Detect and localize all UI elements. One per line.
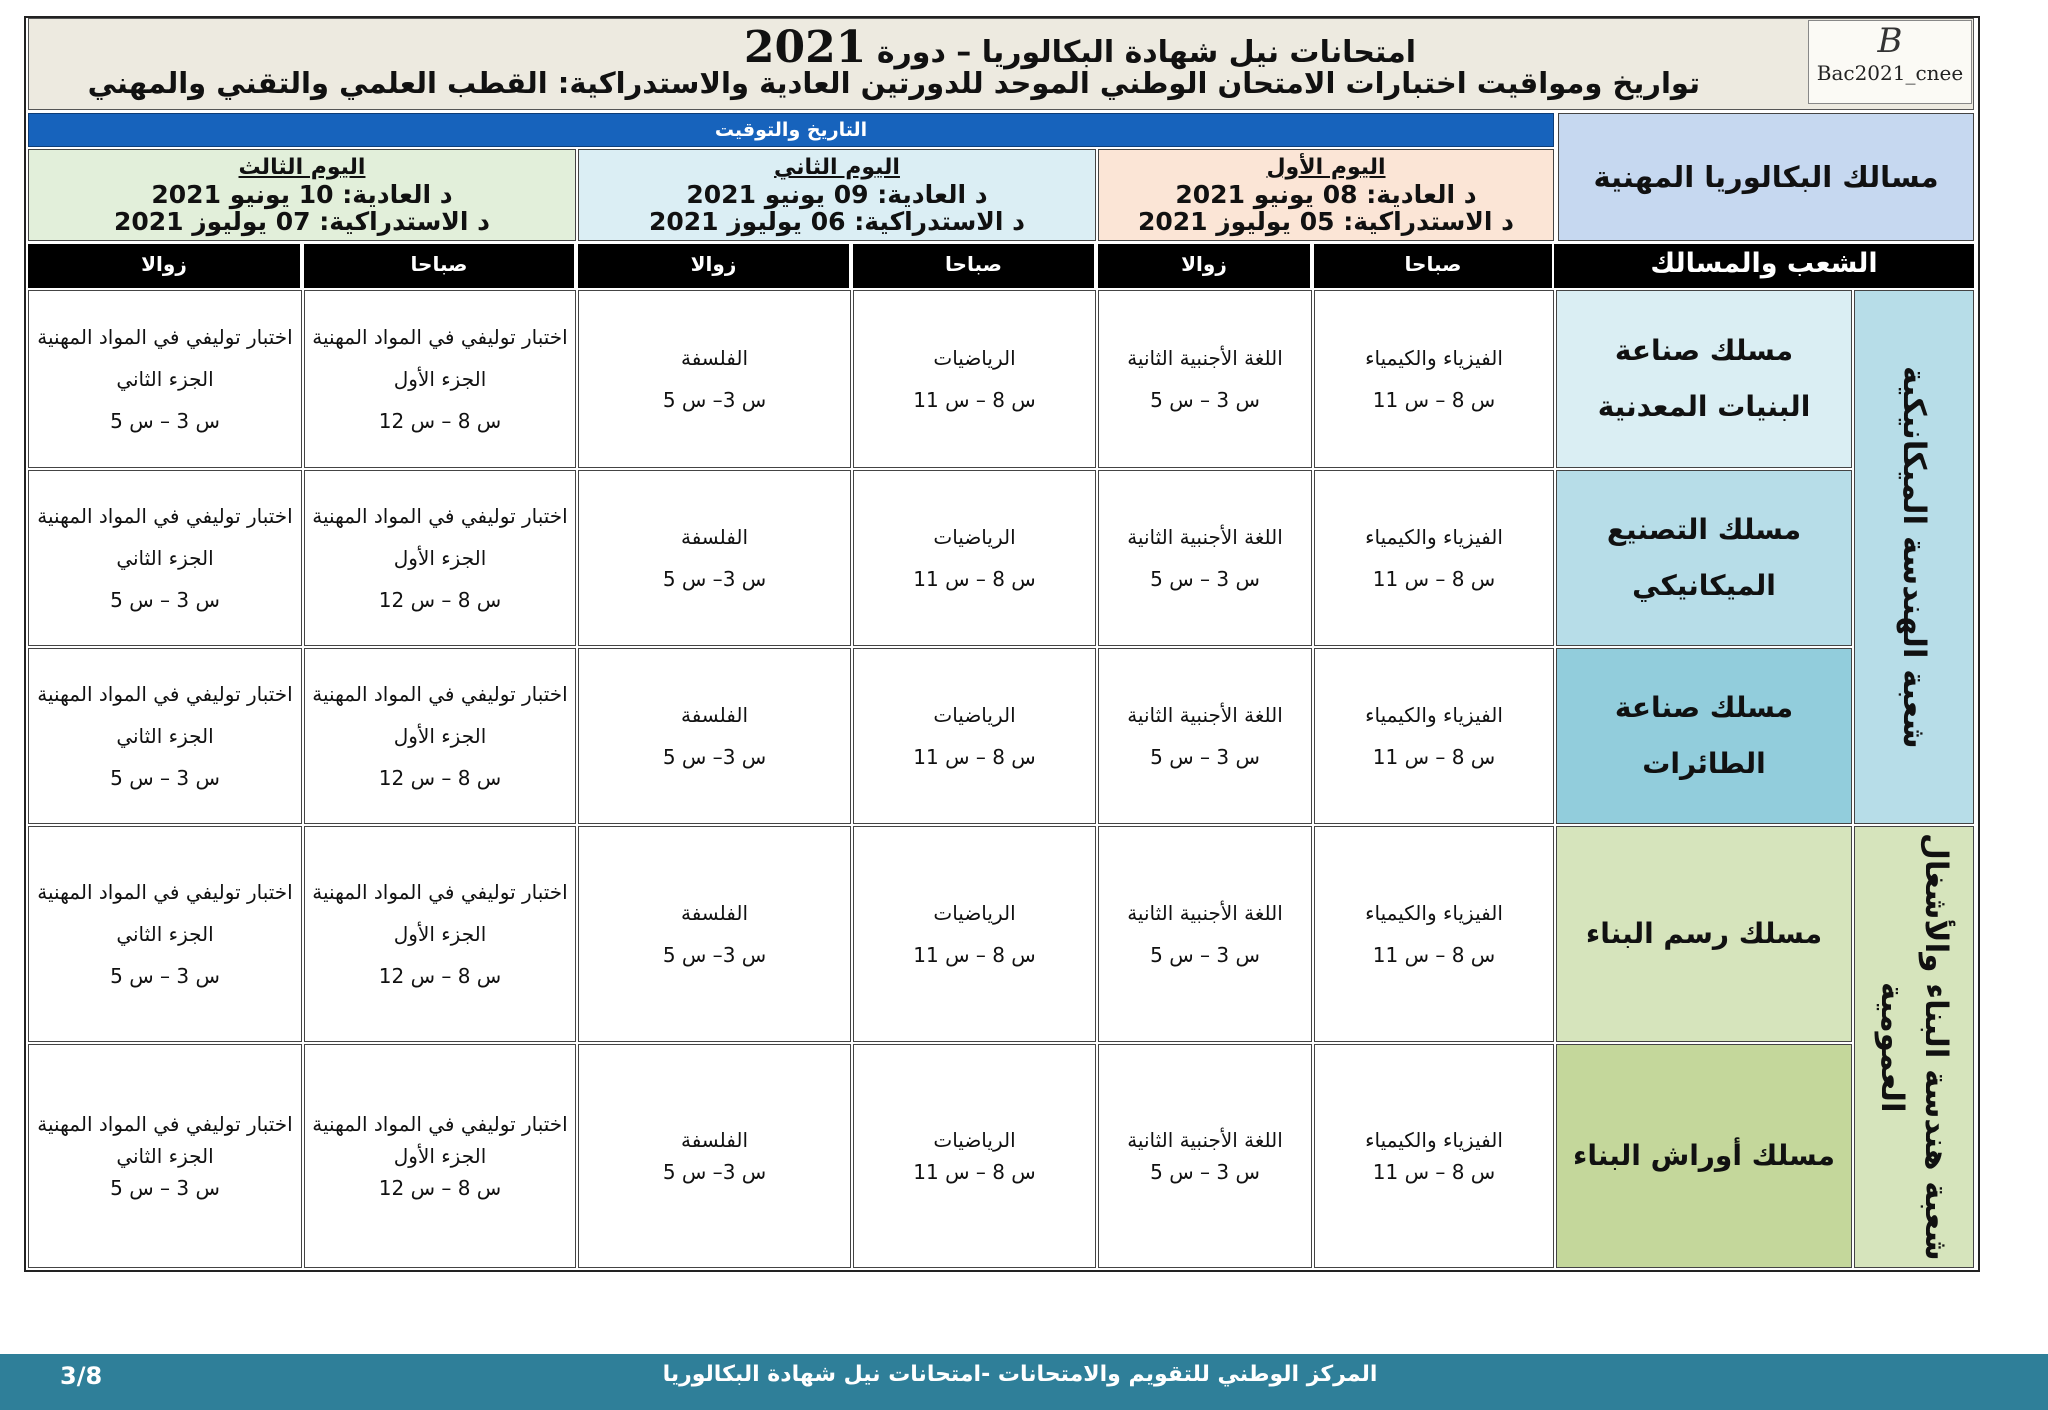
- day-1-makeup-date: د الاستدراكية: 05 يوليوز 2021: [1137, 207, 1515, 236]
- day-1-morning-label: صباحا: [1314, 244, 1552, 288]
- exam-cell: [578, 470, 851, 646]
- day-1-header: [1098, 149, 1554, 241]
- subject-time: س 8 – س 11: [913, 388, 1036, 412]
- subject-name: اللغة الأجنبية الثانية: [1127, 901, 1283, 925]
- track-building-drawing-label: مسلك رسم البناء: [1585, 917, 1823, 950]
- day-1-regular-date: د العادية: 08 يونيو 2021: [1175, 180, 1477, 209]
- date-time-header: التاريخ والتوقيت: [28, 113, 1554, 147]
- exam-cell: [304, 1044, 576, 1268]
- subject-time: س 8 – س 11: [1372, 943, 1496, 967]
- subject-name: الفلسفة: [680, 901, 749, 925]
- subject-time: س 8 – س 11: [1372, 567, 1496, 591]
- subject-time: س 3 – س 5: [110, 964, 220, 988]
- exam-cell: [1314, 470, 1554, 646]
- day-3-title: اليوم الثالث: [238, 155, 366, 180]
- subject-name: الفلسفة: [680, 346, 749, 370]
- subject-part: الجزء الثاني: [116, 922, 214, 946]
- logo-letter: B: [1877, 21, 1903, 61]
- subject-name: الرياضيات: [933, 901, 1016, 925]
- track-construction-sites-label: مسلك أوراش البناء: [1573, 1139, 1835, 1172]
- exam-cell: [578, 826, 851, 1042]
- subject-name: الفيزياء والكيمياء: [1365, 703, 1503, 727]
- track-building-drawing: [1556, 826, 1852, 1042]
- subject-time: س 8 – س 12: [378, 409, 502, 433]
- subject-time: س 3– س 5: [662, 943, 767, 967]
- subject-name: الرياضيات: [933, 703, 1016, 727]
- day-3-makeup-date: د الاستدراكية: 07 يوليوز 2021: [113, 207, 491, 236]
- subject-time: س 3– س 5: [662, 388, 767, 412]
- subject-time: س 8 – س 11: [1372, 745, 1496, 769]
- exam-cell: [578, 290, 851, 468]
- exam-cell: [578, 648, 851, 824]
- exam-cell: [28, 826, 302, 1042]
- subject-time: س 8 – س 12: [378, 766, 502, 790]
- subject-time: س 8 – س 11: [913, 943, 1036, 967]
- subject-name: اللغة الأجنبية الثانية: [1127, 1128, 1283, 1152]
- subject-time: س 8 – س 11: [913, 745, 1036, 769]
- subject-time: س 8 – س 11: [913, 567, 1036, 591]
- track-aircraft-manufacturing-label: مسلك صناعة الطائرات: [1614, 691, 1794, 780]
- exam-cell: [853, 470, 1096, 646]
- subject-part: الجزء الأول: [393, 724, 487, 748]
- exam-cell: [853, 290, 1096, 468]
- subject-part: الجزء الثاني: [116, 724, 214, 748]
- subject-time: س 3 – س 5: [110, 409, 220, 433]
- subject-time: س 3 – س 5: [110, 1176, 220, 1200]
- title-year: 2021: [743, 22, 867, 73]
- subject-time: س 3– س 5: [662, 1160, 767, 1184]
- day-3-regular-date: د العادية: 10 يونيو 2021: [151, 180, 453, 209]
- branch-mechanical-engineering: [1854, 290, 1974, 824]
- track-mechanical-manufacturing-label: مسلك التصنيع الميكانيكي: [1606, 513, 1802, 602]
- exam-cell: [1314, 648, 1554, 824]
- logo-text: Bac2021_cnee: [1816, 61, 1964, 85]
- day-3-morning-label: صباحا: [304, 244, 574, 288]
- exam-cell: [1098, 1044, 1312, 1268]
- subject-name: اختبار توليفي في المواد المهنية: [37, 504, 293, 528]
- subject-name: اختبار توليفي في المواد المهنية: [37, 1112, 293, 1136]
- title-text: امتحانات نيل شهادة البكالوريا – دورة: [876, 35, 1417, 70]
- day-2-header: [578, 149, 1096, 241]
- day-2-title: اليوم الثاني: [774, 155, 900, 180]
- subject-name: الفلسفة: [680, 525, 749, 549]
- subject-part: الجزء الأول: [393, 922, 487, 946]
- subject-name: الرياضيات: [933, 346, 1016, 370]
- subject-time: س 3 – س 5: [110, 766, 220, 790]
- subject-part: الجزء الأول: [393, 1144, 487, 1168]
- subject-name: الرياضيات: [933, 525, 1016, 549]
- subject-time: س 3 – س 5: [1150, 943, 1260, 967]
- exam-cell: [304, 826, 576, 1042]
- subject-time: س 3 – س 5: [1150, 567, 1260, 591]
- exam-cell: [28, 470, 302, 646]
- subject-name: اختبار توليفي في المواد المهنية: [312, 682, 568, 706]
- branches-header: الشعب والمسالك: [1554, 244, 1974, 288]
- day-2-makeup-date: د الاستدراكية: 06 يوليوز 2021: [648, 207, 1026, 236]
- day-1-title: اليوم الأول: [1266, 155, 1386, 180]
- subject-time: س 8 – س 11: [913, 1160, 1036, 1184]
- subject-part: الجزء الأول: [393, 546, 487, 570]
- exam-cell: [1314, 290, 1554, 468]
- subject-time: س 3– س 5: [662, 745, 767, 769]
- subject-time: س 3 – س 5: [110, 588, 220, 612]
- subject-name: الفيزياء والكيمياء: [1365, 901, 1503, 925]
- subject-name: اختبار توليفي في المواد المهنية: [312, 1112, 568, 1136]
- subject-name: الفلسفة: [680, 703, 749, 727]
- subject-name: اختبار توليفي في المواد المهنية: [37, 880, 293, 904]
- branch-construction-engineering: [1854, 826, 1974, 1268]
- subject-time: س 8 – س 12: [378, 964, 502, 988]
- subject-name: اللغة الأجنبية الثانية: [1127, 703, 1283, 727]
- subject-name: اللغة الأجنبية الثانية: [1127, 525, 1283, 549]
- track-metal-structures: [1556, 290, 1852, 468]
- exam-cell: [1098, 470, 1312, 646]
- exam-cell: [1098, 826, 1312, 1042]
- track-aircraft-manufacturing: [1556, 648, 1852, 824]
- subject-name: الفلسفة: [680, 1128, 749, 1152]
- subject-name: اختبار توليفي في المواد المهنية: [312, 880, 568, 904]
- subject-part: الجزء الثاني: [116, 1144, 214, 1168]
- subject-time: س 3 – س 5: [1150, 388, 1260, 412]
- subject-time: س 3 – س 5: [1150, 1160, 1260, 1184]
- exam-cell: [1098, 290, 1312, 468]
- exam-cell: [304, 648, 576, 824]
- subject-name: الفيزياء والكيمياء: [1365, 1128, 1503, 1152]
- subject-name: اختبار توليفي في المواد المهنية: [312, 325, 568, 349]
- subject-time: س 3– س 5: [662, 567, 767, 591]
- exam-cell: [304, 290, 576, 468]
- subject-time: س 8 – س 11: [1372, 1160, 1496, 1184]
- subject-time: س 8 – س 12: [378, 588, 502, 612]
- subject-time: س 8 – س 11: [1372, 388, 1496, 412]
- subject-part: الجزء الثاني: [116, 546, 214, 570]
- subject-time: س 8 – س 12: [378, 1176, 502, 1200]
- track-mechanical-manufacturing: [1556, 470, 1852, 646]
- exam-cell: [853, 1044, 1096, 1268]
- page-subtitle: تواريخ ومواقيت اختبارات الامتحان الوطني الموحد للدورتين العادية والاستدراكية: القطب العلمي والتقني والمهني: [87, 66, 1700, 100]
- subject-name: اختبار توليفي في المواد المهنية: [312, 504, 568, 528]
- subject-part: الجزء الأول: [393, 367, 487, 391]
- bac-logo: [1808, 20, 1972, 104]
- exam-cell: [1098, 648, 1312, 824]
- exam-cell: [1314, 1044, 1554, 1268]
- branch-mechanical-label: شعبة الهندسة الميكانيكية: [1896, 365, 1932, 749]
- day-3-afternoon-label: زوالا: [28, 244, 300, 288]
- day-1-afternoon-label: زوالا: [1098, 244, 1310, 288]
- exam-cell: [28, 290, 302, 468]
- masalik-header: مسالك البكالوريا المهنية: [1558, 113, 1974, 241]
- exam-cell: [853, 648, 1096, 824]
- exam-cell: [304, 470, 576, 646]
- exam-cell: [853, 826, 1096, 1042]
- footer-center-text: المركز الوطني للتقويم والامتحانات -امتحانات نيل شهادة البكالوريا: [662, 1362, 1378, 1387]
- subject-name: الرياضيات: [933, 1128, 1016, 1152]
- subject-name: الفيزياء والكيمياء: [1365, 346, 1503, 370]
- track-construction-sites: [1556, 1044, 1852, 1268]
- track-metal-structures-label: مسلك صناعة البنيات المعدنية: [1597, 334, 1811, 423]
- exam-cell: [28, 648, 302, 824]
- day-2-afternoon-label: زوالا: [578, 244, 849, 288]
- subject-part: الجزء الثاني: [116, 367, 214, 391]
- subject-name: اختبار توليفي في المواد المهنية: [37, 325, 293, 349]
- page-number: 3/8: [60, 1362, 103, 1390]
- subject-name: اختبار توليفي في المواد المهنية: [37, 682, 293, 706]
- day-3-header: [28, 149, 576, 241]
- subject-time: س 3 – س 5: [1150, 745, 1260, 769]
- day-2-regular-date: د العادية: 09 يونيو 2021: [686, 180, 988, 209]
- subject-name: الفيزياء والكيمياء: [1365, 525, 1503, 549]
- subject-name: اللغة الأجنبية الثانية: [1127, 346, 1283, 370]
- exam-cell: [28, 1044, 302, 1268]
- exam-cell: [578, 1044, 851, 1268]
- day-2-morning-label: صباحا: [853, 244, 1094, 288]
- branch-construction-label: شعبة هندسة البناء والأشغال العمومية: [1874, 833, 1954, 1261]
- exam-cell: [1314, 826, 1554, 1042]
